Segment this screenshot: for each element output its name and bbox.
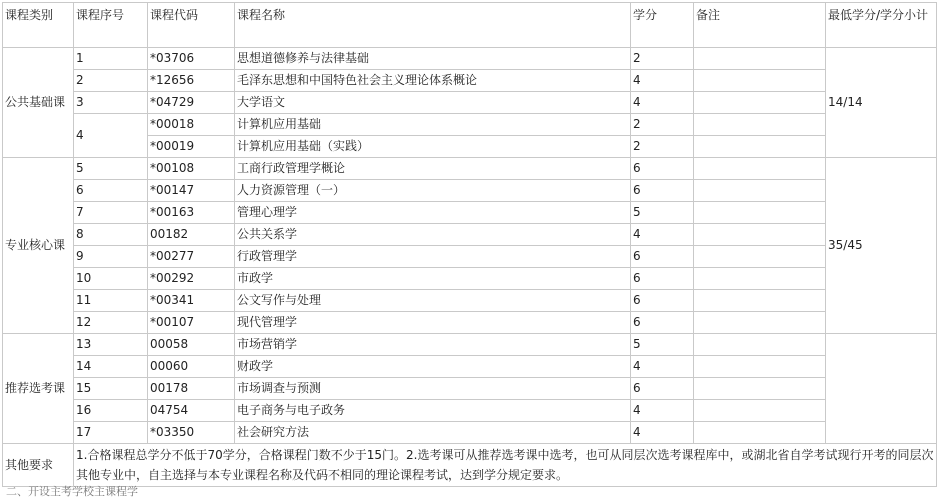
header-note: 备注 xyxy=(694,3,826,48)
other-requirements-row xyxy=(3,444,937,487)
seq-cell: 9 xyxy=(74,246,148,268)
table-row xyxy=(3,268,937,290)
table-row xyxy=(3,114,937,136)
table-row xyxy=(3,312,937,334)
seq-cell: 3 xyxy=(74,92,148,114)
code-cell: 04754 xyxy=(148,400,235,422)
table-row xyxy=(3,202,937,224)
table-row xyxy=(3,92,937,114)
code-cell: *00277 xyxy=(148,246,235,268)
subtotal-cell: 14/14 xyxy=(826,48,937,158)
subtotal-cell: 35/45 xyxy=(826,158,937,334)
header-seq: 课程序号 xyxy=(74,3,148,48)
code-cell: 00060 xyxy=(148,356,235,378)
table-row xyxy=(3,48,937,70)
header-name: 课程名称 xyxy=(235,3,631,48)
code-cell: *04729 xyxy=(148,92,235,114)
table-row xyxy=(3,246,937,268)
note-cell xyxy=(694,378,826,400)
other-text: 1.合格课程总学分不低于70学分，合格课程门数不少于15门。2.选考课可从推荐选考课中选考，也可从同层次选考课程库中，或湖北省自学考试现行开考的同层次其他专业中，自主选择与本专业课程名称及代码不相同的理论课程考试，达到学分规定要求。 xyxy=(74,444,937,487)
subtotal-cell xyxy=(826,334,937,444)
table-row xyxy=(3,290,937,312)
note-cell xyxy=(694,180,826,202)
code-cell: *00292 xyxy=(148,268,235,290)
other-label: 其他要求 xyxy=(3,444,74,487)
name-cell: 电子商务与电子政务 xyxy=(235,400,631,422)
code-cell: *00107 xyxy=(148,312,235,334)
category-cell: 推荐选考课 xyxy=(3,334,74,444)
name-cell: 工商行政管理学概论 xyxy=(235,158,631,180)
credit-cell: 2 xyxy=(631,136,694,158)
seq-cell: 4 xyxy=(74,114,148,158)
credit-cell: 5 xyxy=(631,202,694,224)
name-cell: 市场调查与预测 xyxy=(235,378,631,400)
seq-cell: 10 xyxy=(74,268,148,290)
header-credit: 学分 xyxy=(631,3,694,48)
seq-cell: 5 xyxy=(74,158,148,180)
code-cell: 00182 xyxy=(148,224,235,246)
name-cell: 计算机应用基础（实践） xyxy=(235,136,631,158)
curriculum-table xyxy=(2,2,937,487)
name-cell: 行政管理学 xyxy=(235,246,631,268)
note-cell xyxy=(694,92,826,114)
credit-cell: 6 xyxy=(631,158,694,180)
name-cell: 财政学 xyxy=(235,356,631,378)
seq-cell: 12 xyxy=(74,312,148,334)
code-cell: *00147 xyxy=(148,180,235,202)
header-row xyxy=(3,3,937,48)
name-cell: 毛泽东思想和中国特色社会主义理论体系概论 xyxy=(235,70,631,92)
credit-cell: 5 xyxy=(631,334,694,356)
code-cell: 00178 xyxy=(148,378,235,400)
note-cell xyxy=(694,246,826,268)
code-cell: *12656 xyxy=(148,70,235,92)
note-cell xyxy=(694,290,826,312)
table-row xyxy=(3,400,937,422)
note-cell xyxy=(694,136,826,158)
table-row xyxy=(3,378,937,400)
credit-cell: 4 xyxy=(631,356,694,378)
code-cell: *00108 xyxy=(148,158,235,180)
credit-cell: 2 xyxy=(631,114,694,136)
table-row xyxy=(3,70,937,92)
credit-cell: 6 xyxy=(631,246,694,268)
seq-cell: 7 xyxy=(74,202,148,224)
name-cell: 公共关系学 xyxy=(235,224,631,246)
note-cell xyxy=(694,356,826,378)
name-cell: 大学语文 xyxy=(235,92,631,114)
name-cell: 市场营销学 xyxy=(235,334,631,356)
credit-cell: 6 xyxy=(631,290,694,312)
note-cell xyxy=(694,48,826,70)
code-cell: *00341 xyxy=(148,290,235,312)
name-cell: 市政学 xyxy=(235,268,631,290)
note-cell xyxy=(694,70,826,92)
header-category: 课程类别 xyxy=(3,3,74,48)
code-cell: *03706 xyxy=(148,48,235,70)
seq-cell: 8 xyxy=(74,224,148,246)
credit-cell: 4 xyxy=(631,224,694,246)
category-cell: 公共基础课 xyxy=(3,48,74,158)
code-cell: *00018 xyxy=(148,114,235,136)
name-cell: 社会研究方法 xyxy=(235,422,631,444)
code-cell: 00058 xyxy=(148,334,235,356)
name-cell: 思想道德修养与法律基础 xyxy=(235,48,631,70)
credit-cell: 4 xyxy=(631,422,694,444)
note-cell xyxy=(694,114,826,136)
note-cell xyxy=(694,334,826,356)
note-cell xyxy=(694,268,826,290)
code-cell: *03350 xyxy=(148,422,235,444)
table-row xyxy=(3,422,937,444)
seq-cell: 13 xyxy=(74,334,148,356)
name-cell: 公文写作与处理 xyxy=(235,290,631,312)
table-row xyxy=(3,224,937,246)
seq-cell: 14 xyxy=(74,356,148,378)
note-cell xyxy=(694,312,826,334)
seq-cell: 11 xyxy=(74,290,148,312)
credit-cell: 4 xyxy=(631,70,694,92)
credit-cell: 6 xyxy=(631,268,694,290)
credit-cell: 6 xyxy=(631,312,694,334)
table-row xyxy=(3,158,937,180)
credit-cell: 2 xyxy=(631,48,694,70)
note-cell xyxy=(694,202,826,224)
seq-cell: 17 xyxy=(74,422,148,444)
note-cell xyxy=(694,422,826,444)
seq-cell: 6 xyxy=(74,180,148,202)
credit-cell: 4 xyxy=(631,92,694,114)
code-cell: *00019 xyxy=(148,136,235,158)
table-row xyxy=(3,356,937,378)
note-cell xyxy=(694,400,826,422)
header-min-credit: 最低学分/学分小计 xyxy=(826,3,937,48)
name-cell: 现代管理学 xyxy=(235,312,631,334)
footer-text: 二、开设主考学校主课程学 xyxy=(6,485,138,498)
header-code: 课程代码 xyxy=(148,3,235,48)
name-cell: 人力资源管理（一） xyxy=(235,180,631,202)
credit-cell: 6 xyxy=(631,378,694,400)
name-cell: 管理心理学 xyxy=(235,202,631,224)
table-row xyxy=(3,334,937,356)
seq-cell: 16 xyxy=(74,400,148,422)
code-cell: *00163 xyxy=(148,202,235,224)
seq-cell: 15 xyxy=(74,378,148,400)
seq-cell: 2 xyxy=(74,70,148,92)
credit-cell: 6 xyxy=(631,180,694,202)
seq-cell: 1 xyxy=(74,48,148,70)
name-cell: 计算机应用基础 xyxy=(235,114,631,136)
note-cell xyxy=(694,224,826,246)
category-cell: 专业核心课 xyxy=(3,158,74,334)
table-row xyxy=(3,180,937,202)
note-cell xyxy=(694,158,826,180)
credit-cell: 4 xyxy=(631,400,694,422)
